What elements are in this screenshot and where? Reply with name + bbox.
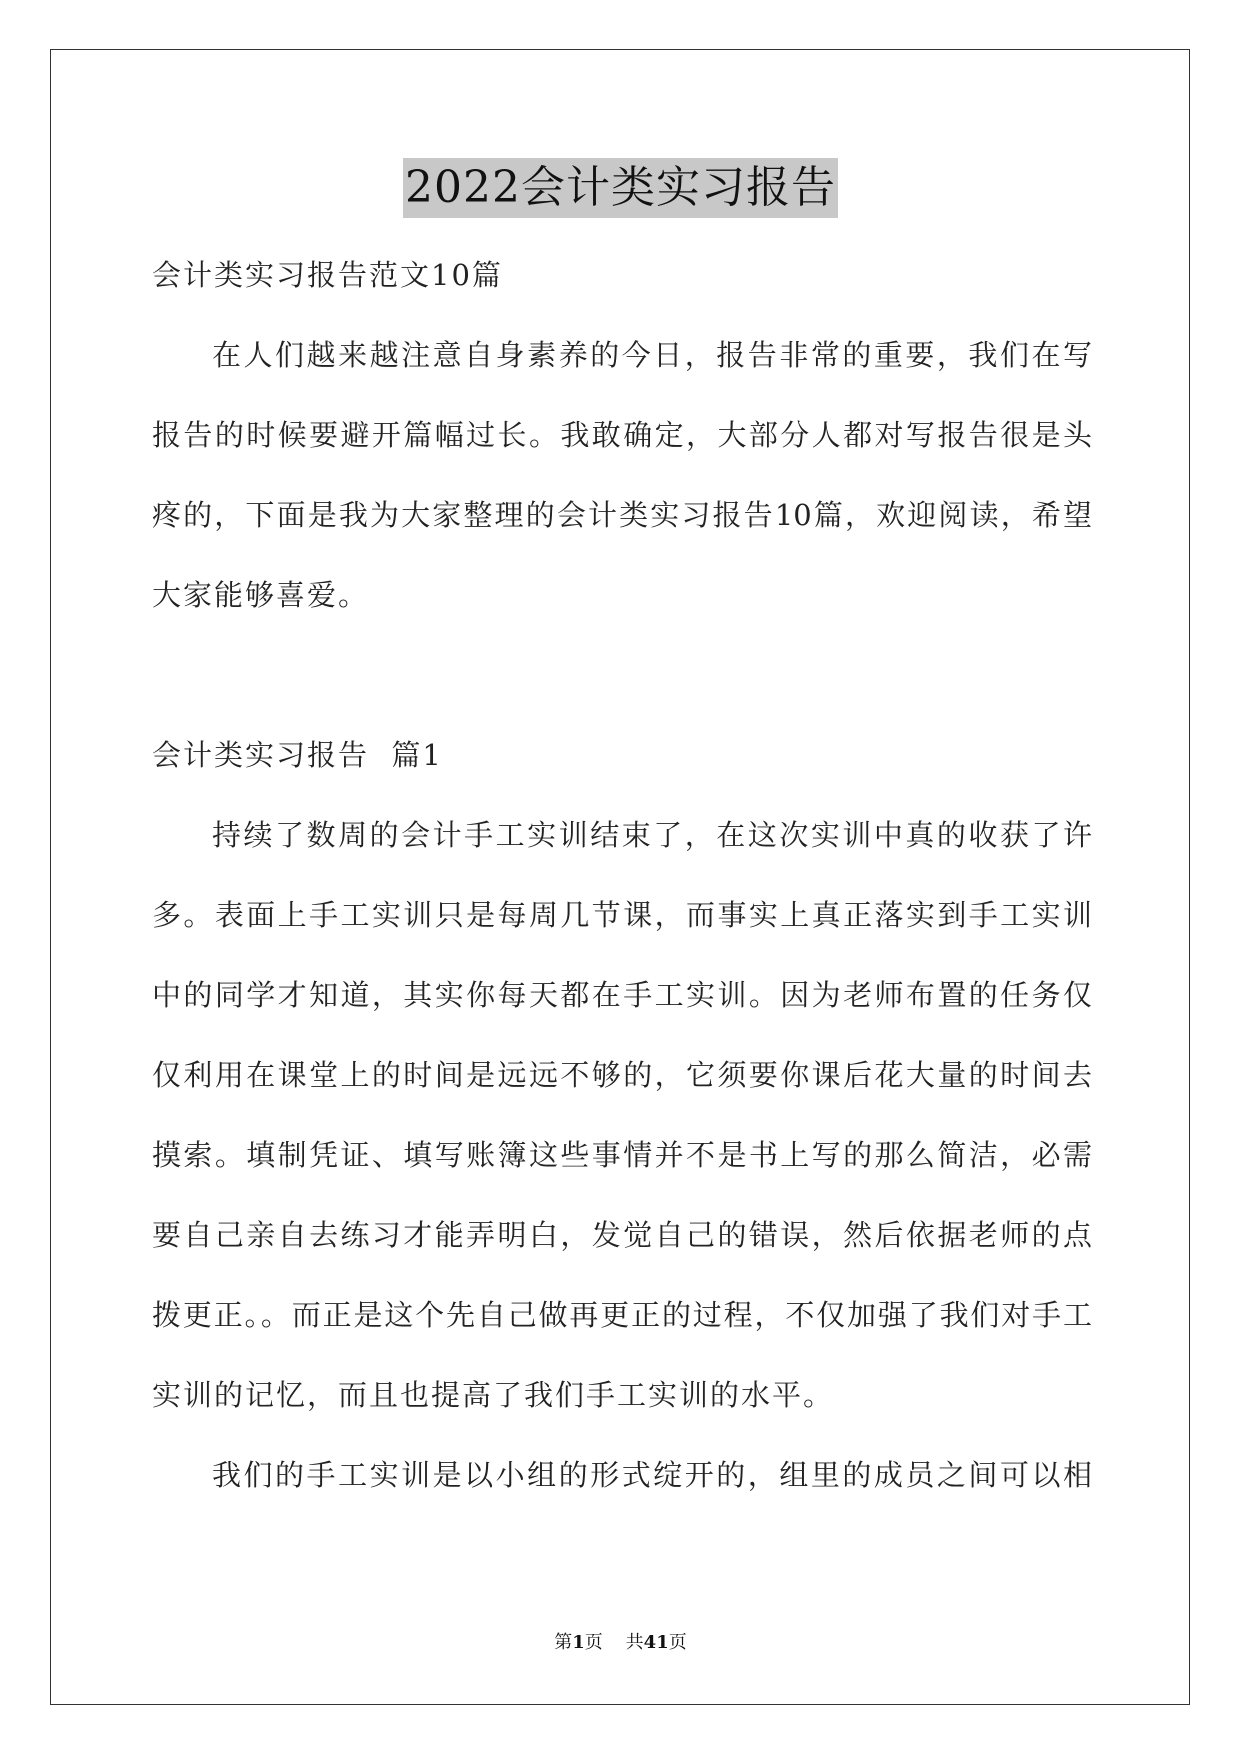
title-container	[0, 158, 1241, 218]
page-suffix: 页	[584, 1632, 603, 1653]
page-number: 1	[572, 1632, 585, 1653]
section-heading: 会计类实习报告 篇1	[152, 738, 443, 772]
total-prefix: 共	[625, 1632, 644, 1653]
page-prefix: 第	[554, 1632, 573, 1653]
paragraph-gap	[152, 635, 1092, 715]
document-subtitle: 会计类实习报告范文10篇	[152, 258, 503, 292]
paragraph-line: 要自己亲自去练习才能弄明白，发觉自己的错误，然后依据老师的点	[152, 1218, 1092, 1252]
document-body	[152, 235, 1092, 1515]
total-pages: 41	[643, 1632, 669, 1653]
paragraph-line: 实训的记忆，而且也提高了我们手工实训的水平。	[152, 1378, 835, 1412]
paragraph-line: 中的同学才知道，其实你每天都在手工实训。因为老师布置的任务仅	[152, 978, 1092, 1012]
intro-line: 疼的，下面是我为大家整理的会计类实习报告10篇，欢迎阅读，希望	[152, 498, 1092, 532]
paragraph-line: 持续了数周的会计手工实训结束了，在这次实训中真的收获了许	[212, 818, 1092, 852]
total-suffix: 页	[668, 1632, 687, 1653]
intro-line: 报告的时候要避开篇幅过长。我敢确定，大部分人都对写报告很是头	[152, 418, 1092, 452]
paragraph-line: 拨更正。。而正是这个先自己做再更正的过程，不仅加强了我们对手工	[152, 1298, 1092, 1332]
intro-line: 在人们越来越注意自身素养的今日，报告非常的重要，我们在写	[212, 338, 1092, 372]
paragraph-line: 我们的手工实训是以小组的形式绽开的，组里的成员之间可以相	[212, 1458, 1092, 1492]
paragraph-line: 多。表面上手工实训只是每周几节课，而事实上真正落实到手工实训	[152, 898, 1092, 932]
paragraph-line: 仅利用在课堂上的时间是远远不够的，它须要你课后花大量的时间去	[152, 1058, 1092, 1092]
paragraph-line: 摸索。填制凭证、填写账簿这些事情并不是书上写的那么简洁，必需	[152, 1138, 1092, 1172]
document-title: 2022会计类实习报告	[403, 158, 838, 218]
intro-line: 大家能够喜爱。	[152, 578, 370, 612]
page-footer	[0, 1628, 1241, 1654]
